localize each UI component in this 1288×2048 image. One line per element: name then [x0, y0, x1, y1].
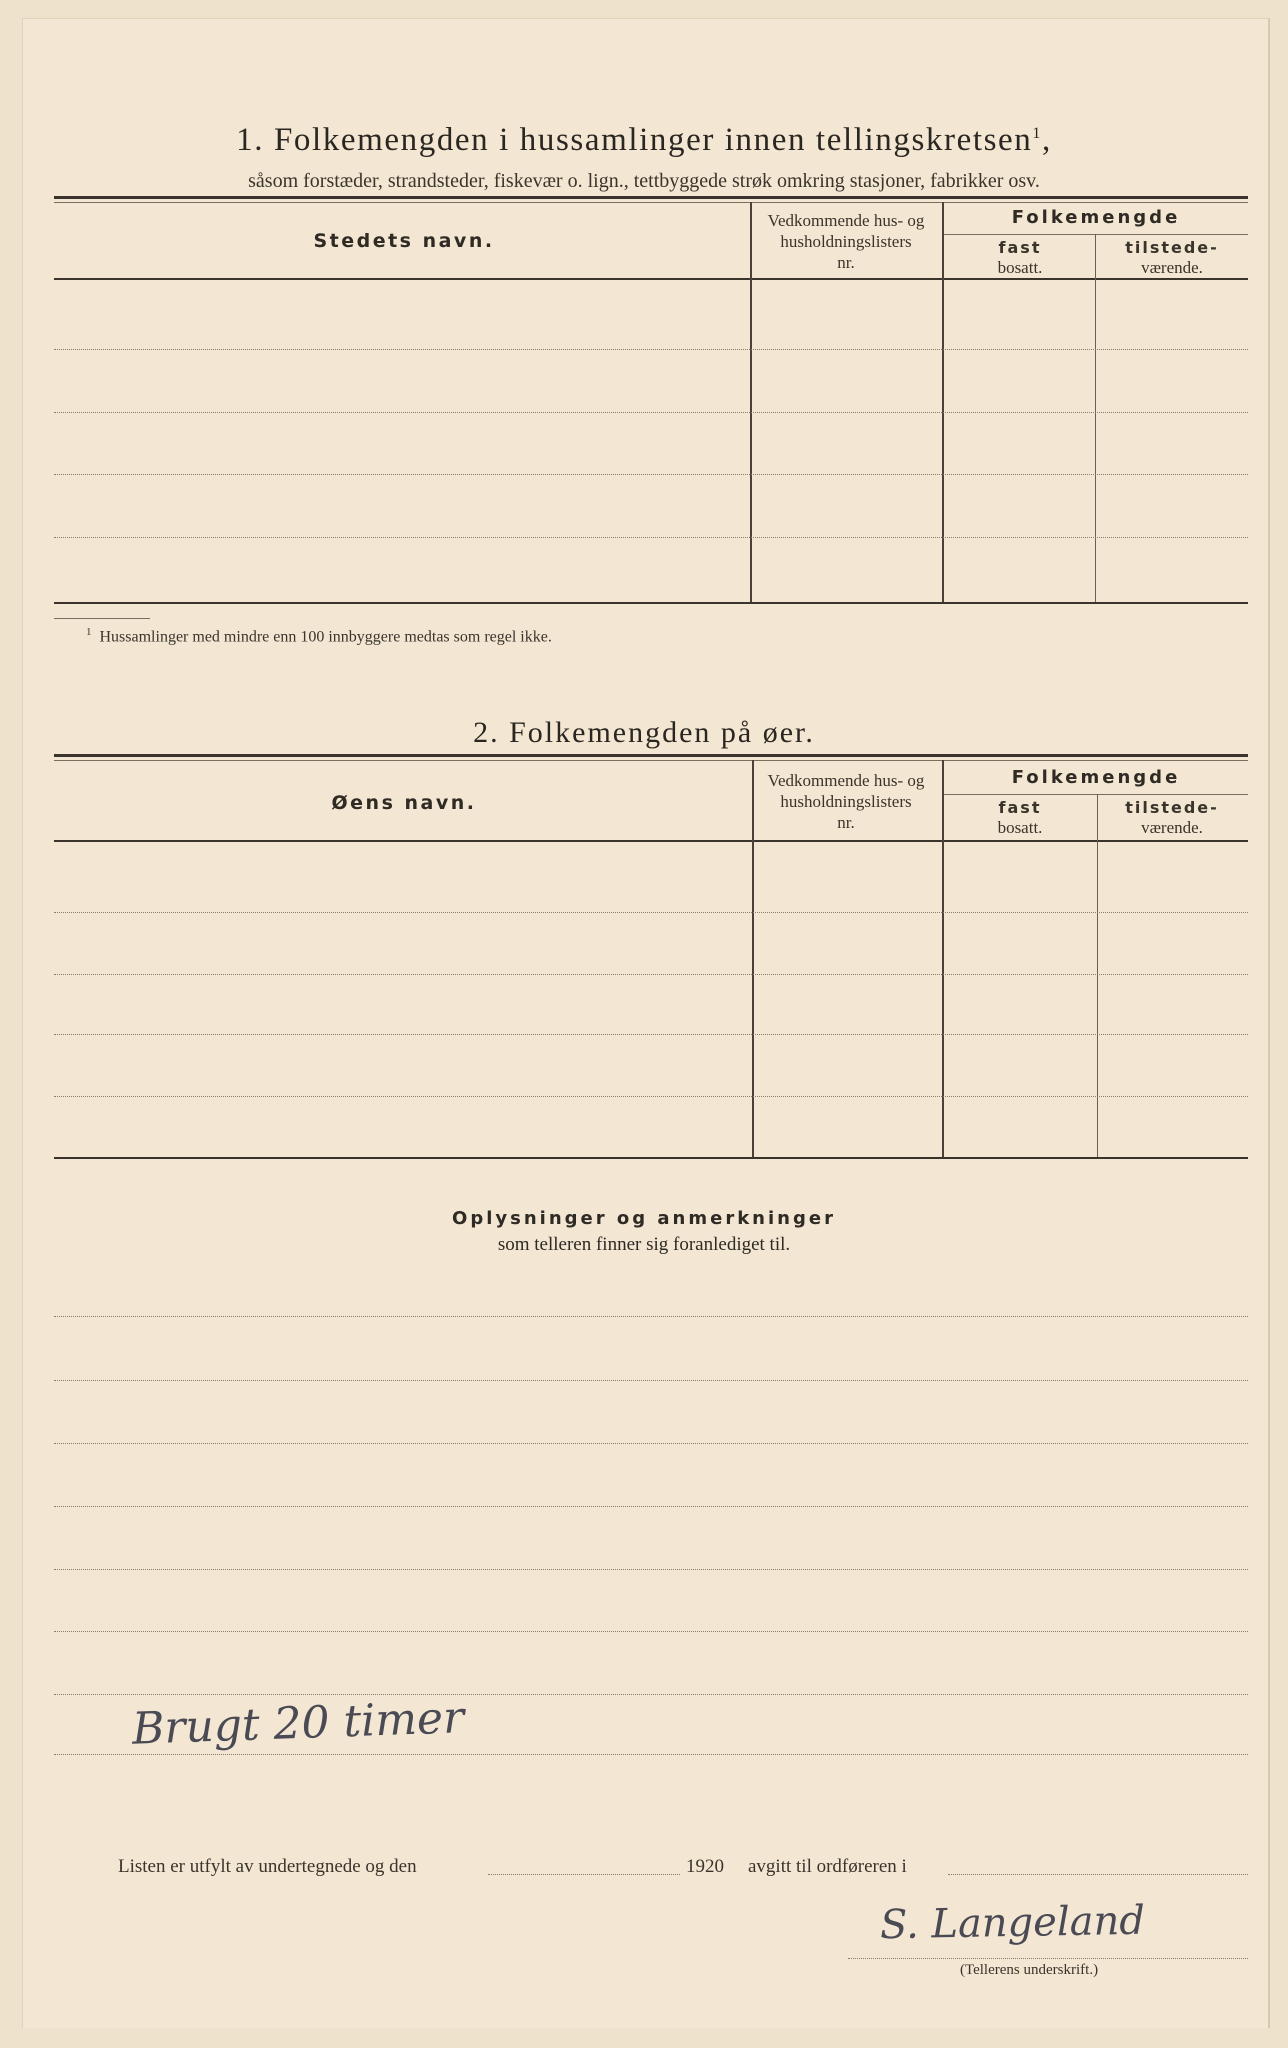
closing-year: 1920	[686, 1856, 724, 1877]
section1-col-place-name: Stedets navn.	[313, 230, 495, 252]
section1-title-footnote-mark: 1	[1032, 125, 1042, 142]
section2-col-population: Folkemengde	[1011, 767, 1181, 788]
handwritten-remark: Brugt 20 timer	[131, 1692, 465, 1755]
section1-title: 1. Folkemengden i hussamlinger innen tellingskretsen$^1$,	[236, 122, 1052, 158]
section2-col-island-name: Øens navn.	[331, 792, 477, 814]
remarks-heading: Oplysninger og anmerkninger	[452, 1208, 836, 1229]
section1-subtitle: såsom forstæder, strandsteder, fiskevær o. lign., tettbyggede strøk omkring stasjoner, fabrikker osv.	[248, 170, 1040, 192]
teller-signature: S. Langeland	[879, 1897, 1146, 1949]
footnote-mark: 1	[86, 626, 92, 638]
remarks-subheading: som telleren finner sig foranlediget til.	[497, 1234, 791, 1255]
section2-title: 2. Folkemengden på øer.	[473, 716, 815, 749]
section1-col-resident: fast bosatt.	[997, 238, 1043, 277]
signature-caption: (Tellerens underskrift.)	[960, 1962, 1099, 1978]
section1-col-list-number: Vedkommende hus- og husholdningslisters nr.	[767, 211, 925, 272]
section1-footnote: $^1$ Hussamlinger med mindre enn 100 innbyggere medtas som regel ikke.	[86, 626, 552, 646]
section2-col-list-number: Vedkommende hus- og husholdningslisters nr.	[767, 771, 925, 832]
section1-col-present: tilstede- værende.	[1125, 238, 1219, 277]
section2-col-present: tilstede- værende.	[1125, 798, 1219, 837]
closing-text-a: Listen er utfylt av undertegnede og den	[118, 1856, 417, 1877]
closing-text-b: avgitt til ordføreren i	[748, 1856, 907, 1877]
section2-col-resident: fast bosatt.	[997, 798, 1043, 837]
section1-col-population: Folkemengde	[1011, 207, 1181, 228]
